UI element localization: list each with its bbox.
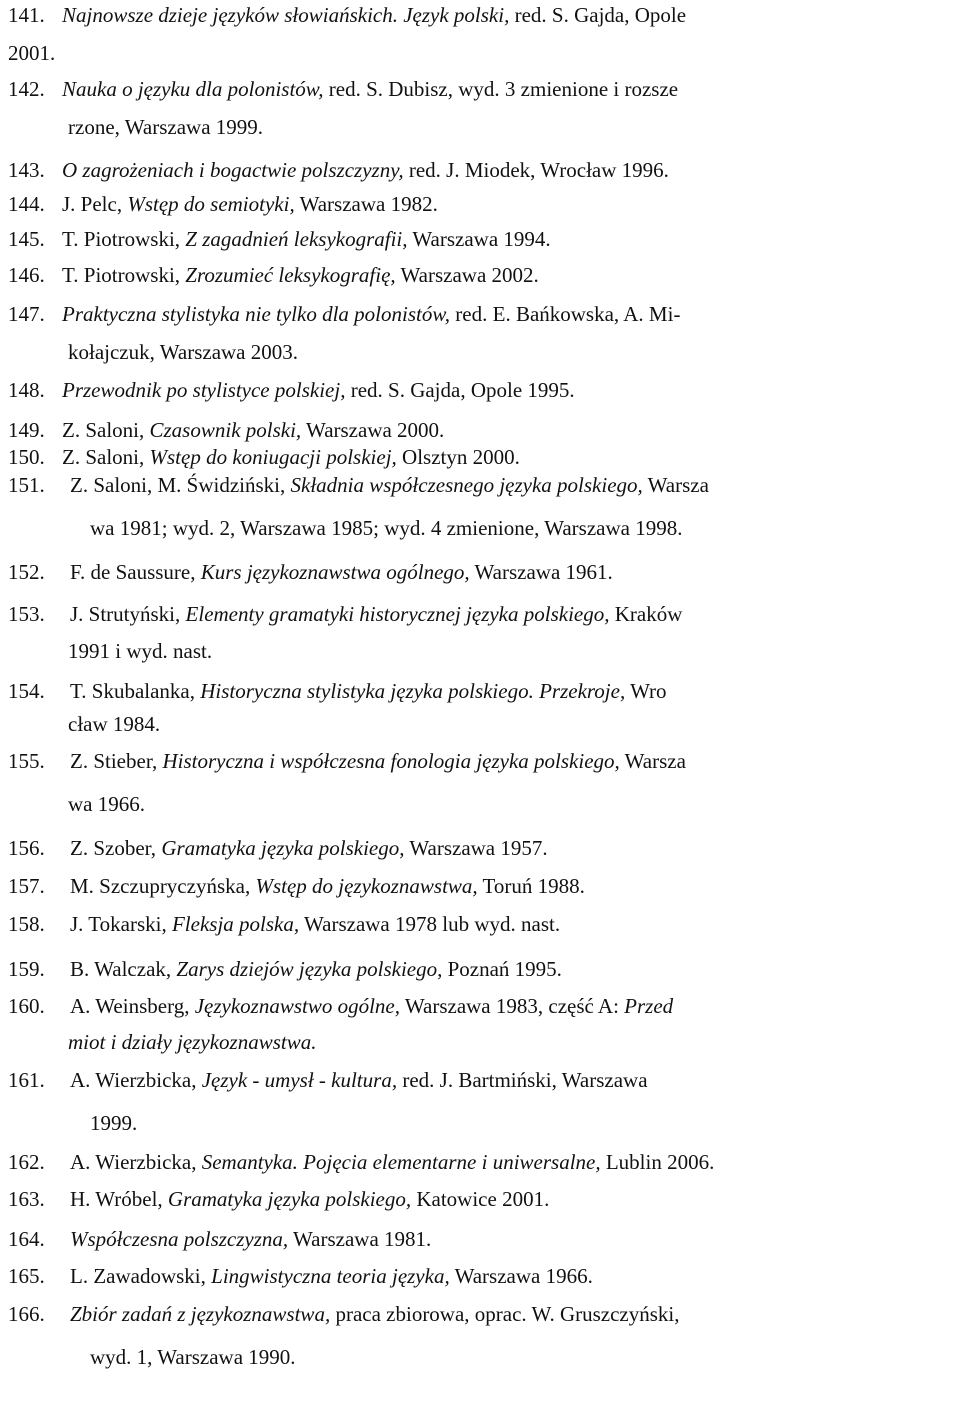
citation-text: red. E. Bańkowska, A. Mi-	[450, 302, 681, 326]
entry-line	[62, 263, 539, 287]
entry-line	[70, 679, 667, 703]
citation-text: J. Pelc,	[62, 192, 128, 216]
italic-title-text: Lingwistyczna teoria języka,	[211, 1264, 450, 1288]
entry-line	[70, 957, 562, 981]
entry-line	[70, 749, 686, 773]
italic-title-text: Wstęp do semiotyki,	[127, 192, 295, 216]
citation-text: Z. Stieber,	[70, 749, 163, 773]
italic-title-text: Współczesna polszczyzna,	[70, 1227, 289, 1251]
citation-text: A. Wierzbicka,	[70, 1150, 202, 1174]
entry-line	[62, 378, 575, 402]
entry-line	[70, 1150, 714, 1174]
citation-text: Warszawa 1978 lub wyd. nast.	[299, 912, 561, 936]
italic-title-text: Zarys dziejów języka polskiego,	[176, 957, 443, 981]
entry-line	[70, 1264, 593, 1288]
italic-title-text: Przewodnik po stylistyce polskiej,	[62, 378, 346, 402]
entry-number: 159.	[8, 957, 45, 981]
citation-text: M. Szczupryczyńska,	[70, 874, 256, 898]
citation-text: 2001.	[8, 41, 56, 65]
entry-number: 154.	[8, 679, 45, 703]
italic-title-text: Fleksja polska,	[171, 912, 300, 936]
entry-continuation-line	[8, 41, 55, 65]
citation-text: Warszawa 1983, część A:	[400, 994, 625, 1018]
entry-number: 148.	[8, 378, 45, 402]
citation-text: T. Piotrowski,	[62, 263, 186, 287]
italic-title-text: Historyczna stylistyka języka polskiego. Przekroje,	[200, 679, 626, 703]
entry-number: 155.	[8, 749, 45, 773]
entry-number: 163.	[8, 1187, 45, 1211]
citation-text: Katowice 2001.	[411, 1187, 550, 1211]
citation-text: Warszawa 1982.	[294, 192, 438, 216]
citation-text: T. Piotrowski,	[62, 227, 186, 251]
citation-text: red. J. Miodek, Wrocław 1996.	[403, 158, 669, 182]
citation-text: praca zbiorowa, oprac. W. Gruszczyński,	[330, 1302, 680, 1326]
entry-number: 141.	[8, 3, 45, 27]
citation-text: A. Weinsberg,	[70, 994, 195, 1018]
citation-text: 1999.	[90, 1111, 138, 1135]
entry-line	[62, 3, 686, 27]
entry-line	[62, 445, 520, 469]
citation-text: B. Walczak,	[70, 957, 177, 981]
italic-title-text: Kurs językoznawstwa ogólnego,	[200, 560, 470, 584]
entry-line	[62, 227, 551, 251]
entry-continuation-line	[90, 1345, 296, 1369]
citation-text: Lublin 2006.	[600, 1150, 715, 1174]
citation-text: J. Strutyński,	[70, 602, 186, 626]
italic-title-text: Zrozumieć leksykografię,	[185, 263, 396, 287]
citation-text: L. Zawadowski,	[70, 1264, 212, 1288]
entry-number: 153.	[8, 602, 45, 626]
citation-text: Warszawa 2002.	[395, 263, 539, 287]
entry-line	[70, 473, 709, 497]
citation-text: rzone, Warszawa 1999.	[68, 115, 264, 139]
citation-text: wa 1981; wyd. 2, Warszawa 1985; wyd. 4 zmienione, Warszawa 1998.	[90, 516, 683, 540]
entry-continuation-line	[68, 1030, 317, 1054]
entry-number: 143.	[8, 158, 45, 182]
entry-line	[62, 158, 669, 182]
citation-text: Warszawa 2000.	[301, 418, 445, 442]
citation-text: red. S. Gajda, Opole 1995.	[345, 378, 575, 402]
italic-title-text: Zbiór zadań z językoznawstwa,	[70, 1302, 331, 1326]
citation-text: Warszawa 1981.	[288, 1227, 432, 1251]
italic-title-text: Najnowsze dzieje języków słowiańskich. Język polski,	[62, 3, 510, 27]
italic-title-text: Język - umysł - kultura,	[201, 1068, 398, 1092]
italic-title-text: Językoznawstwo ogólne,	[194, 994, 400, 1018]
entry-number: 142.	[8, 77, 45, 101]
entry-line	[62, 302, 680, 326]
citation-text: Warszawa 1994.	[407, 227, 551, 251]
entry-number: 164.	[8, 1227, 45, 1251]
entry-continuation-line	[68, 792, 145, 816]
entry-line	[70, 912, 560, 936]
entry-number: 156.	[8, 836, 45, 860]
entry-line	[70, 1187, 549, 1211]
italic-title-text: Nauka o języku dla polonistów,	[62, 77, 324, 101]
italic-title-text: Semantyka. Pojęcia elementarne i uniwersalne,	[201, 1150, 601, 1174]
italic-title-text: miot i działy językoznawstwa.	[68, 1030, 317, 1054]
entry-number: 152.	[8, 560, 45, 584]
citation-text: Toruń 1988.	[477, 874, 585, 898]
entry-line	[70, 602, 682, 626]
entry-line	[62, 77, 678, 101]
entry-continuation-line	[90, 516, 682, 540]
italic-title-text: Gramatyka języka polskiego,	[161, 836, 405, 860]
italic-title-text: Składnia współczesnego języka polskiego,	[290, 473, 643, 497]
citation-text: Z. Saloni,	[62, 418, 150, 442]
citation-text: H. Wróbel,	[70, 1187, 168, 1211]
entry-line	[70, 994, 673, 1018]
citation-text: Z. Saloni,	[62, 445, 150, 469]
entry-number: 144.	[8, 192, 45, 216]
citation-text: cław 1984.	[68, 712, 161, 736]
italic-title-text: Z zagadnień leksykografii,	[185, 227, 408, 251]
italic-title-text: Praktyczna stylistyka nie tylko dla polonistów,	[62, 302, 451, 326]
citation-text: kołajczuk, Warszawa 2003.	[68, 340, 299, 364]
citation-text: Olsztyn 2000.	[396, 445, 520, 469]
entry-line	[62, 418, 444, 442]
entry-line	[70, 1068, 648, 1092]
entry-continuation-line	[68, 712, 160, 736]
entry-line	[70, 836, 548, 860]
citation-text: J. Tokarski,	[70, 912, 172, 936]
italic-title-text: Czasownik polski,	[149, 418, 302, 442]
entry-line	[70, 874, 585, 898]
citation-text: Kraków	[609, 602, 683, 626]
citation-text: Warszawa 1966.	[449, 1264, 593, 1288]
entry-number: 149.	[8, 418, 45, 442]
entry-number: 166.	[8, 1302, 45, 1326]
entry-number: 165.	[8, 1264, 45, 1288]
entry-line	[70, 1227, 431, 1251]
entry-number: 158.	[8, 912, 45, 936]
citation-text: Warsza	[619, 749, 686, 773]
citation-text: A. Wierzbicka,	[70, 1068, 202, 1092]
entry-number: 146.	[8, 263, 45, 287]
entry-number: 150.	[8, 445, 45, 469]
citation-text: F. de Saussure,	[70, 560, 201, 584]
citation-text: Wro	[625, 679, 667, 703]
citation-text: wyd. 1, Warszawa 1990.	[90, 1345, 296, 1369]
entry-continuation-line	[68, 115, 263, 139]
entry-number: 162.	[8, 1150, 45, 1174]
entry-number: 161.	[8, 1068, 45, 1092]
citation-text: Z. Saloni, M. Świdziński,	[70, 473, 291, 497]
italic-title-text: Przed	[624, 994, 674, 1018]
italic-title-text: Wstęp do językoznawstwa,	[255, 874, 478, 898]
citation-text: 1991 i wyd. nast.	[68, 639, 213, 663]
entry-continuation-line	[68, 639, 212, 663]
entry-line	[70, 560, 613, 584]
citation-text: red. S. Dubisz, wyd. 3 zmienione i rozsze	[323, 77, 679, 101]
italic-title-text: O zagrożeniach i bogactwie polszczyzny,	[62, 158, 404, 182]
citation-text: Poznań 1995.	[442, 957, 562, 981]
entry-number: 147.	[8, 302, 45, 326]
entry-line	[62, 192, 438, 216]
italic-title-text: Historyczna i współczesna fonologia języka polskiego,	[162, 749, 620, 773]
citation-text: Warsza	[642, 473, 709, 497]
citation-text: wa 1966.	[68, 792, 145, 816]
italic-title-text: Gramatyka języka polskiego,	[167, 1187, 412, 1211]
citation-text: Z. Szober,	[70, 836, 162, 860]
entry-continuation-line	[90, 1111, 137, 1135]
entry-number: 145.	[8, 227, 45, 251]
entry-number: 151.	[8, 473, 45, 497]
entry-number: 157.	[8, 874, 45, 898]
italic-title-text: Wstęp do koniugacji polskiej,	[149, 445, 397, 469]
citation-text: red. J. Bartmiński, Warszawa	[397, 1068, 648, 1092]
citation-text: red. S. Gajda, Opole	[509, 3, 687, 27]
citation-text: Warszawa 1957.	[404, 836, 548, 860]
entry-number: 160.	[8, 994, 45, 1018]
citation-text: Warszawa 1961.	[469, 560, 613, 584]
entry-continuation-line	[68, 340, 298, 364]
citation-text: T. Skubalanka,	[70, 679, 201, 703]
entry-line	[70, 1302, 680, 1326]
italic-title-text: Elementy gramatyki historycznej języka polskiego,	[185, 602, 610, 626]
